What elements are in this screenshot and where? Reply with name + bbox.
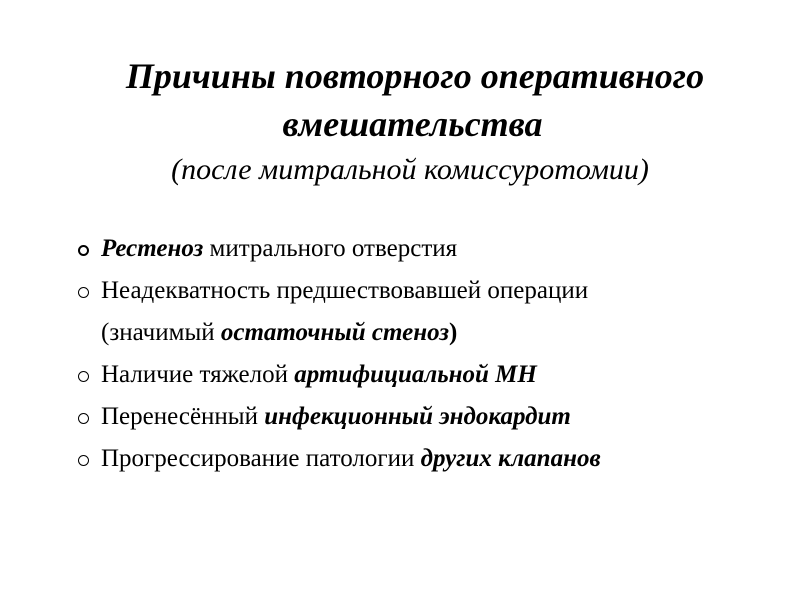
- bullet-text: Неадекватность предшествовавшей операции: [101, 277, 589, 304]
- bullet-text: [101, 354, 537, 396]
- title-block: [0, 52, 800, 192]
- bullet-plain: Прогрессирование патологии: [101, 445, 421, 472]
- bullet-circle-icon: [78, 287, 89, 298]
- bullet-item-endocarditis: [74, 396, 774, 438]
- bullet-emphasis: остаточный стеноз: [220, 319, 449, 346]
- bullet-plain: (значимый: [101, 319, 221, 346]
- bullet-plain: Перенесённый: [101, 403, 265, 430]
- bullet-circle-icon: [78, 455, 89, 466]
- bullet-text: [101, 438, 601, 480]
- bullet-circle-icon: [78, 245, 89, 256]
- bullet-plain: митрального отверстия: [203, 235, 458, 262]
- bullet-emphasis: артифициальной МН: [294, 361, 537, 388]
- bullet-emphasis: Рестеноз: [101, 235, 204, 262]
- bullet-item-other-valves: [74, 438, 774, 480]
- bullet-plain: Наличие тяжелой: [101, 361, 295, 388]
- bullet-emphasis: других клапанов: [420, 445, 601, 472]
- slide-title-line-2: вмешательства: [282, 104, 543, 144]
- bullet-item-inadequate-operation: [74, 270, 774, 312]
- bullet-text: [101, 312, 457, 354]
- bullet-list: [74, 228, 774, 480]
- bullet-text: [101, 396, 571, 438]
- bullet-text: [101, 228, 457, 270]
- bullet-circle-icon: [78, 371, 89, 382]
- bullet-plain: ): [449, 319, 458, 346]
- bullet-continuation-residual-stenosis: [74, 312, 774, 354]
- bullet-emphasis: инфекционный эндокардит: [264, 403, 571, 430]
- slide-subtitle: (после митральной комиссуротомии): [171, 153, 649, 186]
- bullet-item-artificial-mr: [74, 354, 774, 396]
- bullet-item-restenosis: [74, 228, 774, 270]
- slide-title-line-1: Причины повторного оперативного: [125, 56, 705, 96]
- bullet-circle-icon: [78, 413, 89, 424]
